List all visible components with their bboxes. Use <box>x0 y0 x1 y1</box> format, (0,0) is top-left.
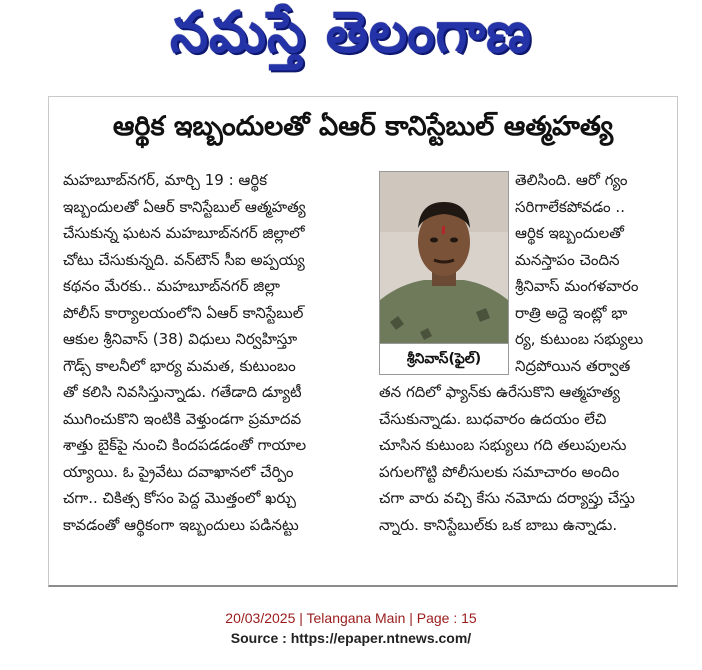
text-line: చోటు చేసుకున్నది. వన్‌టౌన్ సీఐ అప్పయ్య <box>63 250 305 269</box>
text-line: చేసుకున్న ఘటన మహబూబ్‌నగర్ జిల్లాలో <box>63 224 305 242</box>
constable-photo <box>379 171 509 375</box>
text-line: పగులగొట్టి పోలీసులకు సమాచారం అందిం <box>379 462 620 481</box>
portrait-image <box>380 172 508 344</box>
text-line: కావడంతో ఆర్థికంగా ఇబ్బందులు పడినట్టు <box>63 515 299 534</box>
text-line: గౌడ్స్ కాలనీలో భార్య మమత, కుటుంబం <box>63 356 296 375</box>
footer-source: Source : https://epaper.ntnews.com/ <box>230 630 472 646</box>
text-line: చగా.. చికిత్స కోసం పెద్ద మొత్తంలో ఖర్చు <box>63 489 296 507</box>
text-line: య్యాయి. ఓ ప్రైవేటు దవాఖానలో చేర్పిం <box>63 462 294 481</box>
text-line: నిద్రపోయిన తర్వాత <box>515 356 631 375</box>
text-line: మహబూబ్‌నగర్, మార్చి 19 : ఆర్థిక <box>63 171 268 189</box>
text-line: ఆర్థిక ఇబ్బందులతో <box>515 224 624 242</box>
text-line: తన గదిలో ఫ్యాన్‌కు ఉరేసుకొని ఆత్మహత్య <box>379 383 620 401</box>
text-line: ఇబ్బందులతో ఏఆర్ కానిస్టేబుల్ ఆత్మహత్య <box>63 197 306 216</box>
text-line: ముగించుకొని ఇంటికి వెళ్తుండగా ప్రమాదవ <box>63 409 302 428</box>
masthead-title: నమస్తే తెలంగాణ <box>170 0 532 65</box>
article-bottom-right-block <box>379 379 667 538</box>
text-line: చేసుకున్నాడు. బుధవారం ఉదయం లేచి <box>379 409 607 428</box>
text-line: తెలిసింది. ఆరో గ్యం <box>515 171 628 189</box>
text-line: మనస్తాపం చెందిన <box>515 250 620 269</box>
text-line: ర్య, కుటుంబ సభ్యులు <box>515 330 644 348</box>
text-line: తో కలిసి నివసిస్తున్నాడు. గతేడాది డ్యూటీ <box>63 383 302 401</box>
text-line: శ్రీనివాస్ మంగళవారం <box>515 277 639 295</box>
text-line: చూసిన కుటుంబ సభ్యులు గది తలుపులను <box>379 436 627 454</box>
text-line: న్నారు. కానిస్టేబుల్‌కు ఒక బాబు ఉన్నాడు. <box>379 515 618 534</box>
masthead <box>0 0 702 74</box>
article-right-column <box>515 167 667 379</box>
text-line: శాత్తు బైక్‌పై నుంచి కిందపడడంతో గాయాల <box>63 436 307 454</box>
article-headline: ఆర్థిక ఇబ్బందులతో ఏఆర్ కానిస్టేబుల్ ఆత్మహత్య <box>112 111 614 142</box>
footer-edition-info: 20/03/2025 | Telangana Main | Page : 15 <box>225 610 477 626</box>
text-line: చగా వారు వచ్చి కేసు నమోదు దర్యాప్తు చేస్తు <box>379 489 635 507</box>
text-line: సరిగాలేకపోవడం .. <box>515 197 625 216</box>
photo-caption: శ్రీనివాస్(ఫైల్) <box>380 343 508 374</box>
text-line: పోలీస్ కార్యాలయంలోని ఏఆర్ కానిస్టేబుల్ <box>63 303 304 322</box>
article-clipping <box>48 96 678 587</box>
article-left-column <box>63 167 373 538</box>
text-line: రాత్రి అద్దె ఇంట్లో భా <box>515 303 628 322</box>
text-line: ఆకుల శ్రీనివాస్ (38) విధులు నిర్వహిస్తూ <box>63 330 298 348</box>
text-line: కథనం మేరకు.. మహబూబ్‌నగర్ జిల్లా <box>63 277 280 295</box>
